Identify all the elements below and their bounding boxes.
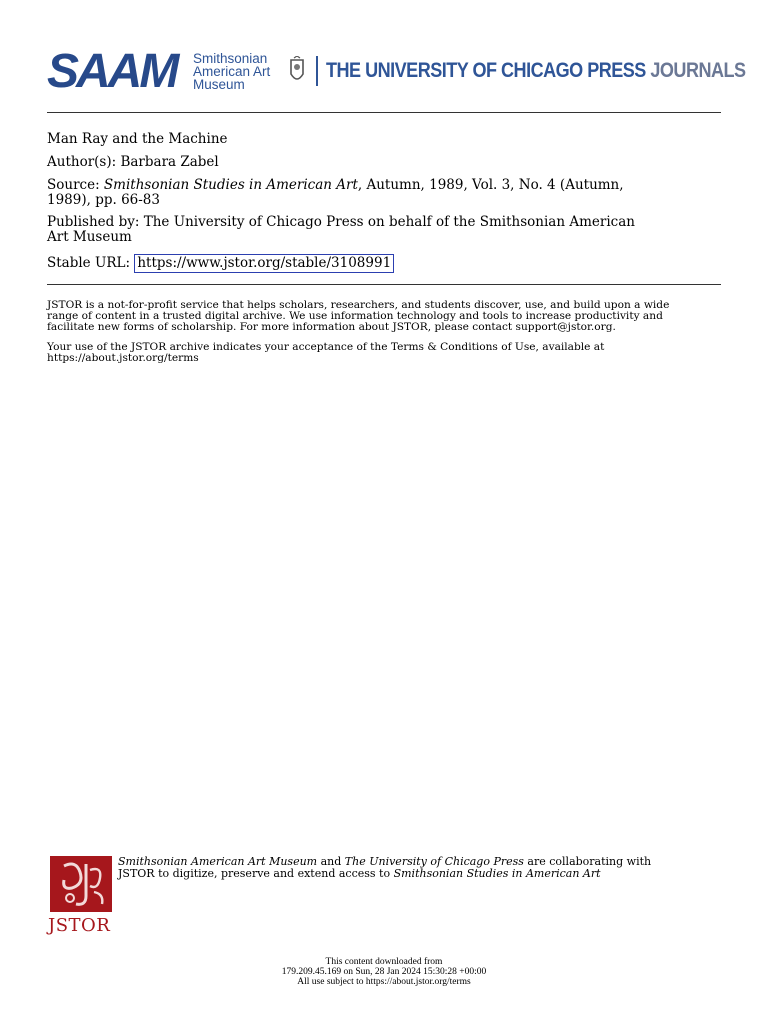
jstor-wordmark: JSTOR bbox=[48, 915, 111, 936]
jstor-logo-icon bbox=[50, 856, 112, 912]
collab-org-2: The University of Chicago Press bbox=[344, 855, 524, 868]
download-line: 179.209.45.169 on Sun, 28 Jan 2024 15:30:28 +00:00 bbox=[281, 967, 487, 977]
source-details-2: 1989), pp. 66-83 bbox=[47, 192, 160, 208]
saam-line-3: Museum bbox=[193, 77, 245, 92]
source-label: Source: bbox=[47, 177, 100, 193]
collab-and: and bbox=[317, 855, 345, 868]
saam-logo-text bbox=[193, 52, 270, 91]
jstor-notice bbox=[47, 300, 719, 333]
published-label: Published by: bbox=[47, 214, 140, 230]
collab-mid: are collaborating with bbox=[523, 855, 652, 868]
top-rule bbox=[47, 112, 721, 113]
saam-line-1: Smithsonian bbox=[193, 51, 268, 66]
ucp-name: THE UNIVERSITY OF CHICAGO PRESS bbox=[326, 59, 646, 82]
article-publisher bbox=[47, 215, 722, 245]
download-line: All use subject to https://about.jstor.org/terms bbox=[297, 977, 471, 987]
ucp-seal-icon bbox=[287, 56, 307, 86]
ucp-journals-logo bbox=[326, 58, 746, 84]
ucp-journals: JOURNALS bbox=[650, 59, 746, 82]
download-info bbox=[200, 957, 568, 987]
terms-notice bbox=[47, 342, 719, 364]
middle-rule bbox=[47, 284, 721, 285]
article-title: Man Ray and the Machine bbox=[47, 131, 228, 147]
collaboration-statement bbox=[118, 856, 678, 880]
stable-url-row bbox=[47, 254, 722, 273]
source-details-1: , Autumn, 1989, Vol. 3, No. 4 (Autumn, bbox=[357, 177, 624, 193]
collab-line-2: JSTOR to digitize, preserve and extend access to bbox=[118, 867, 394, 880]
article-source bbox=[47, 178, 722, 208]
terms-line[interactable]: https://about.jstor.org/terms bbox=[47, 352, 199, 364]
author-label: Author(s): bbox=[47, 154, 117, 170]
source-journal: Smithsonian Studies in American Art bbox=[103, 177, 358, 193]
notice-line: JSTOR is a not-for-profit service that helps scholars, researchers, and students discover, use, and build upon a wide bbox=[47, 299, 670, 311]
published-line-1: The University of Chicago Press on behalf of the Smithsonian American bbox=[143, 214, 635, 230]
stable-url-link[interactable]: https://www.jstor.org/stable/3108991 bbox=[134, 254, 394, 273]
author-name: Barbara Zabel bbox=[120, 154, 219, 170]
logo-divider bbox=[316, 56, 318, 86]
notice-line: range of content in a trusted digital archive. We use information technology and tools to increase productivity and bbox=[47, 310, 663, 322]
notice-line: facilitate new forms of scholarship. For more information about JSTOR, please contact support@jstor.org. bbox=[47, 321, 616, 333]
saam-line-2: American Art bbox=[193, 64, 271, 79]
collab-journal: Smithsonian Studies in American Art bbox=[393, 867, 601, 880]
stable-url-label: Stable URL: bbox=[47, 255, 131, 271]
collab-org-1: Smithsonian American Art Museum bbox=[118, 855, 318, 868]
download-line: This content downloaded from bbox=[325, 957, 443, 967]
published-line-2: Art Museum bbox=[47, 229, 132, 245]
saam-logo-mark: SAAM bbox=[47, 45, 177, 98]
article-author bbox=[47, 155, 722, 170]
terms-line: Your use of the JSTOR archive indicates your acceptance of the Terms & Conditions of Use, available at bbox=[47, 341, 605, 353]
